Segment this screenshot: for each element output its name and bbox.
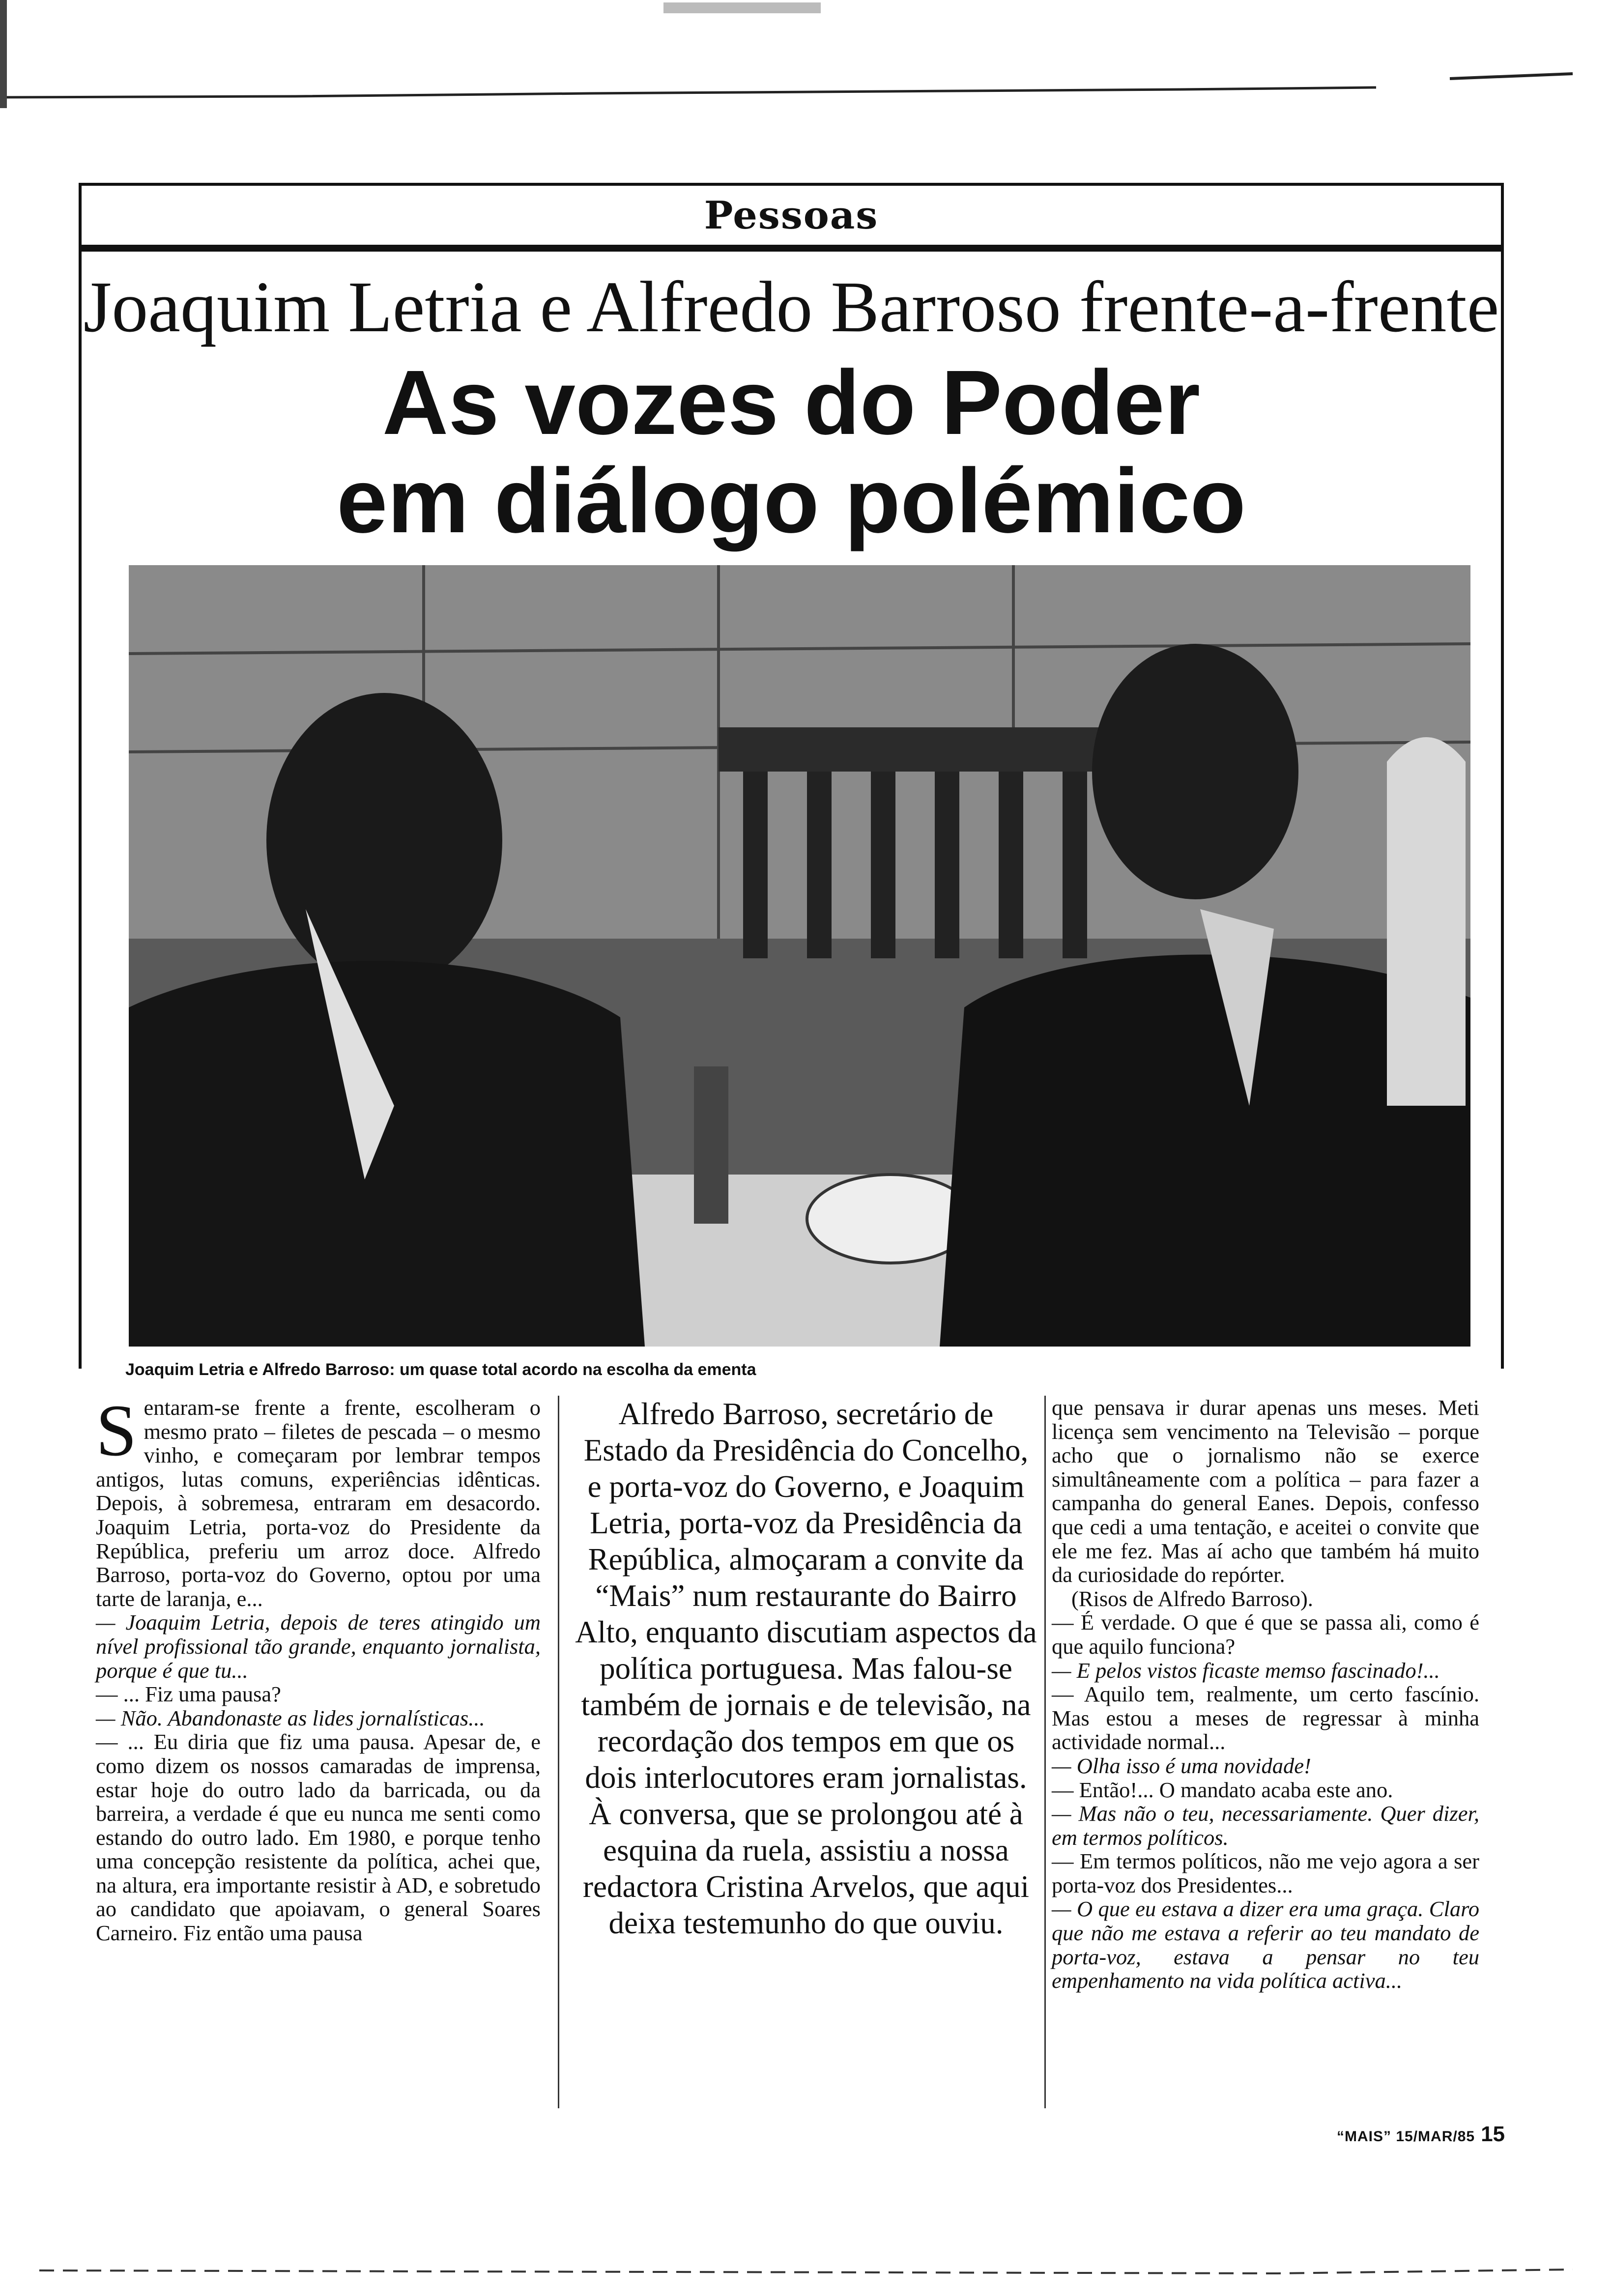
- paragraph: — O que eu estava a dizer era uma graça. Claro que não me estava a referir ao teu mandato de porta-voz, estava a pensar no teu empenhamento na vida política activa...: [1052, 1896, 1479, 1993]
- section-header: [79, 183, 1504, 252]
- paragraph: [96, 1390, 541, 1611]
- column-divider: [558, 1396, 559, 2108]
- paragraph: — Mas não o teu, necessariamente. Quer dizer, em termos políticos.: [1052, 1801, 1479, 1850]
- scan-edge-bottom: [0, 2241, 1612, 2296]
- publication-date: “MAIS” 15/MAR/85: [1337, 2128, 1475, 2145]
- section-label: Pessoas: [704, 193, 879, 238]
- paragraph: que pensava ir durar apenas uns meses. Meti licença sem vencimento na Televisão – porque acho que o jornalismo não se exerce simultâneamente com a política – para fazer a campanha do general Eanes. Depois, confesso que cedi a uma tentação, e aceitei o convite que ele me fez. Mas aí acho que também há muito da curiosidade do repórter.: [1052, 1395, 1479, 1587]
- paragraph: — Então!... O mandato acaba este ano.: [1052, 1777, 1393, 1802]
- headline: [79, 354, 1504, 550]
- headline-line-1: As vozes do Poder: [382, 352, 1201, 454]
- paragraph: — É verdade. O que é que se passa ali, como é que aquilo funciona?: [1052, 1610, 1479, 1659]
- photo-caption: Joaquim Letria e Alfredo Barroso: um quase total acordo na escolha da ementa: [125, 1360, 756, 1379]
- page-folio: [1337, 2122, 1504, 2147]
- column-divider: [1044, 1396, 1046, 2108]
- standfirst: Alfredo Barroso, secretário de Estado da Presidência do Concelho, e porta-voz do Governo, e Joaquim Letria, porta-voz da Presidência da República, almoçaram a convite da “Mais” num restaurante do Bairro Alto, enquanto discutiam aspectos da política portuguesa. Mas falou-se também de jornais e de televisão, na recordação dos tempos em que os dois interlocutores eram jornalistas. À conversa, que se prolongou até à esquina da ruela, assistiu a nossa redactora Cristina Arvelos, que aqui deixa testemunho do que ouviu.: [575, 1397, 1037, 1940]
- paragraph: — Joaquim Letria, depois de teres atingido um nível profissional tão grande, enquanto jornalista, porque é que tu...: [96, 1610, 541, 1683]
- body-column-left: [96, 1390, 541, 1946]
- drop-cap: S: [96, 1390, 137, 1471]
- paragraph: (Risos de Alfredo Barroso).: [1071, 1586, 1313, 1611]
- paragraph-text: entaram-se frente a frente, escolheram o mesmo prato – filetes de pescada – o mesmo vinho, e começaram por lembrar tempos antigos, lutas comuns, experiências idênticas. Depois, à sobremesa, entraram em desacordo. Joaquim Letria, porta-voz do Presidente da República, preferiu um arroz doce. Alfredo Barroso, porta-voz do Governo, optou por uma tarte de laranja, e...: [96, 1395, 541, 1611]
- photo-letria-barroso: [129, 565, 1470, 1347]
- paragraph: — Em termos políticos, não me vejo agora a ser porta-voz dos Presidentes...: [1052, 1849, 1479, 1897]
- paragraph: — Olha isso é uma novidade!: [1052, 1753, 1311, 1778]
- scan-edge-top: [0, 0, 1612, 108]
- paragraph: — ... Fiz uma pausa?: [96, 1682, 281, 1707]
- page-number: 15: [1481, 2122, 1505, 2146]
- paragraph: — Não. Abandonaste as lides jornalísticas...: [96, 1705, 485, 1730]
- photo-illustration: [129, 565, 1470, 1347]
- paragraph: — Aquilo tem, realmente, um certo fascínio. Mas estou a meses de regressar à minha actividade normal...: [1052, 1682, 1479, 1754]
- paragraph: — ... Eu diria que fiz uma pausa. Apesar de, e como dizem os nossos camaradas de imprensa, estar hoje do outro lado da barricada, ou da barreira, a verdade é que eu nunca me senti como estando do outro lado. Em 1980, e porque tenho uma concepção resistente da política, achei que, na altura, era importante resistir à AD, e sobretudo ao candidato que apoiavam, o general Soares Carneiro. Fiz então uma pausa: [96, 1729, 541, 1946]
- body-column-right: [1052, 1396, 1479, 1993]
- headline-line-2: em diálogo polémico: [337, 450, 1246, 552]
- paragraph: — E pelos vistos ficaste memso fascinado!...: [1052, 1658, 1440, 1683]
- kicker: Joaquim Letria e Alfredo Barroso frente-a-frente: [83, 267, 1499, 347]
